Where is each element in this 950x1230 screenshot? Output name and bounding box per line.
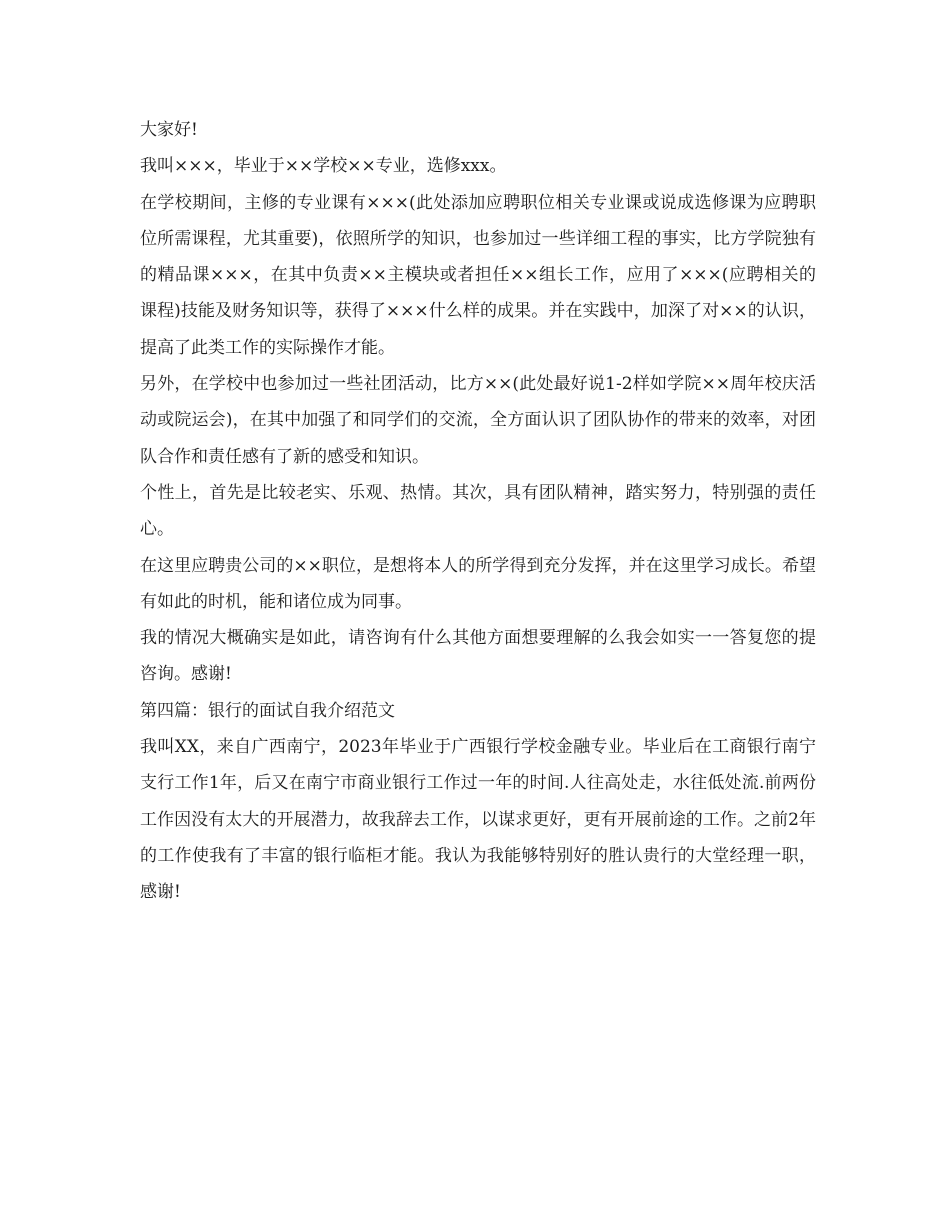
intro-paragraph: 我叫×××，毕业于××学校××专业，选修xxx。 <box>140 156 507 177</box>
document-body <box>140 112 816 911</box>
study-paragraph: 在学校期间，主修的专业课有×××(此处添加应聘职位相关专业课或说成选修课为应聘职位所需课程，尤其重要)，依照所学的知识，也参加过一些详细工程的事实，比方学院独有的精品课×××，在其中负责××主模块或者担任××组长工作，应用了×××(应聘相关的课程)技能及财务知识等，获得了×××什么样的成果。并在实践中，加深了对××的认识，提高了此类工作的实际操作才能。 <box>140 192 816 358</box>
greeting: 大家好! <box>140 120 198 140</box>
personality-paragraph: 个性上，首先是比较老实、乐观、热情。其次，具有团队精神，踏实努力，特别强的责任心。 <box>140 482 816 540</box>
application-paragraph: 在这里应聘贵公司的××职位，是想将本人的所学得到充分发挥，并在这里学习成长。希望有如此的时机，能和诸位成为同事。 <box>140 555 816 612</box>
activities-paragraph: 另外，在学校中也参加过一些社团活动，比方××(此处最好说1-2样如学院××周年校庆活动或院运会)，在其中加强了和同学们的交流，全方面认识了团队协作的带来的效率，对团队合作和责任感有了新的感受和知识。 <box>140 374 816 467</box>
section-paragraph: 我叫XX，来自广西南宁，2023年毕业于广西银行学校金融专业。毕业后在工商银行南宁支行工作1年，后又在南宁市商业银行工作过一年的时间.人往高处走，水往低处流.前两份工作因没有太大的开展潜力，故我辞去工作，以谋求更好，更有开展前途的工作。之前2年的工作使我有了丰富的银行临柜才能。我认为我能够特别好的胜认贵行的大堂经理一职，感谢! <box>140 737 816 903</box>
section-title: 第四篇：银行的面试自我介绍范文 <box>140 700 395 721</box>
closing-paragraph: 我的情况大概确实是如此，请咨询有什么其他方面想要理解的么我会如实一一答复您的提咨询。感谢! <box>140 628 816 685</box>
